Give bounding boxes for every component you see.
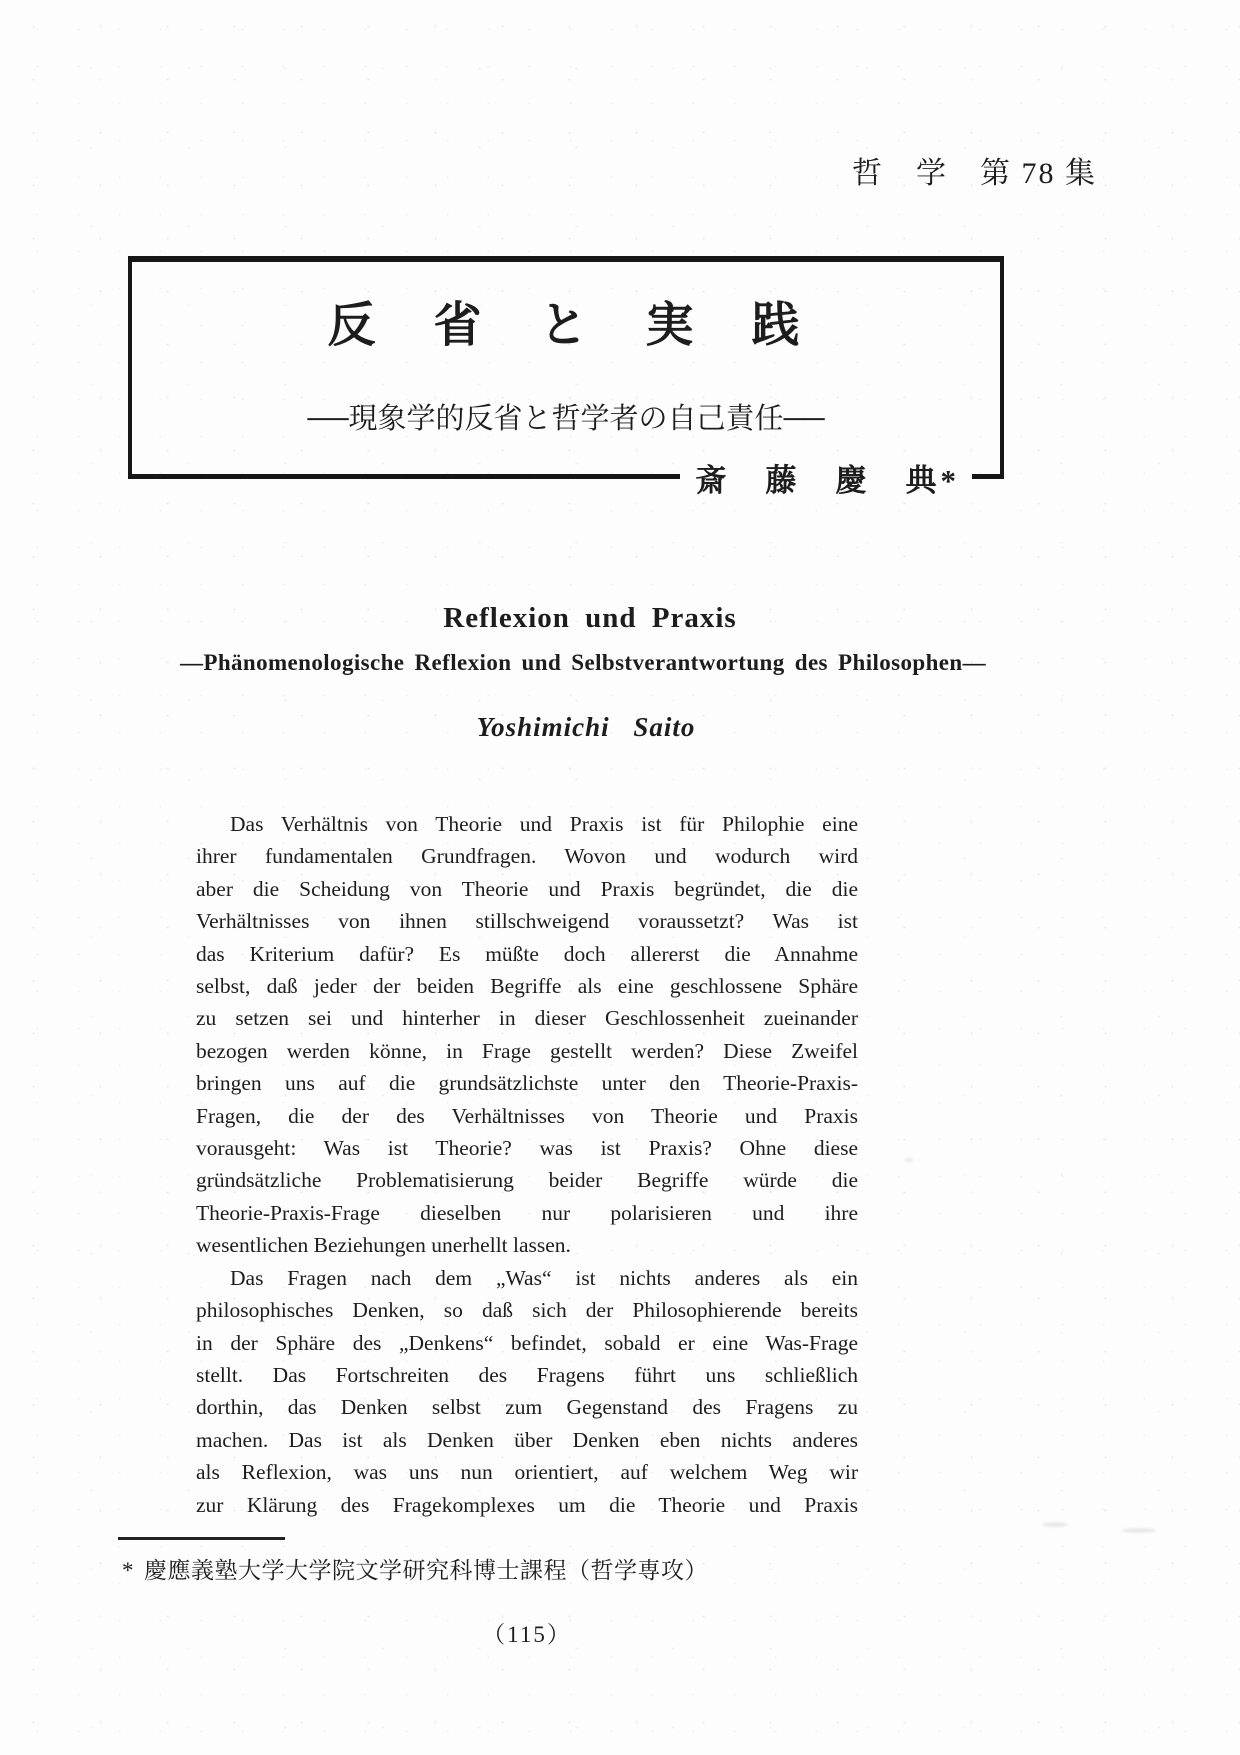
- paragraph: [196, 1262, 858, 1521]
- body-line: machen. Das ist als Denken über Denken eben nichts anderes: [196, 1427, 858, 1452]
- body-line: Das Fragen nach dem „Was“ ist nichts anderes als ein: [230, 1265, 858, 1290]
- scan-noise: [1122, 1528, 1156, 1533]
- article-title-japanese: 反 省 と 実 践: [327, 299, 805, 352]
- body-line: Verhältnisses von ihnen stillschweigend voraussetzt? Was ist: [196, 909, 858, 934]
- body-line: wesentlichen Beziehungen unerhellt lassen.: [196, 1233, 571, 1258]
- body-line: als Reflexion, was uns nun orientiert, auf welchem Weg wir: [196, 1460, 858, 1485]
- body-line: Theorie-Praxis-Frage dieselben nur polarisieren und ihre: [196, 1200, 858, 1225]
- body-line: in der Sphäre des „Denkens“ befindet, sobald er eine Was-Frage: [196, 1330, 858, 1355]
- body-line: dorthin, das Denken selbst zum Gegenstand des Fragens zu: [196, 1395, 858, 1420]
- body-line: stellt. Das Fortschreiten des Fragens führt uns schließlich: [196, 1362, 858, 1387]
- article-subtitle-japanese: ──現象学的反省と哲学者の自己責任──: [307, 403, 825, 435]
- article-title-german: Reflexion und Praxis: [443, 602, 737, 634]
- author-name-latin: Yoshimichi Saito: [476, 712, 696, 742]
- body-line: zur Klärung des Fragekomplexes um die Theorie und Praxis: [196, 1492, 858, 1517]
- body-text: [196, 808, 858, 1521]
- scan-noise: [905, 1158, 913, 1162]
- author-name-japanese: 斎 藤 慶 典*: [680, 455, 973, 500]
- body-line: ihrer fundamentalen Grundfragen. Wovon und wodurch wird: [196, 844, 858, 869]
- body-line: Das Verhältnis von Theorie und Praxis ist für Philophie eine: [230, 812, 858, 836]
- body-line: bezogen werden könne, in Frage gestellt werden? Diese Zweifel: [196, 1038, 858, 1063]
- footnote-marker: *: [122, 1558, 134, 1583]
- body-line: gründsätzliche Problematisierung beider Begriffe würde die: [196, 1168, 858, 1193]
- paragraph: [196, 808, 858, 1262]
- journal-volume-header: 哲 学 第 78 集: [852, 157, 1097, 190]
- body-line: Fragen, die der des Verhältnisses von Theorie und Praxis: [196, 1103, 858, 1128]
- body-line: das Kriterium dafür? Es müßte doch allererst die Annahme: [196, 941, 858, 966]
- footnote-text: 慶應義塾大学大学院文学研究科博士課程（哲学専攻）: [144, 1558, 708, 1583]
- article-subtitle-german: —Phänomenologische Reflexion und Selbstverantwortung des Philosophen—: [179, 650, 987, 675]
- body-line: aber die Scheidung von Theorie und Praxis begründet, die die: [196, 876, 858, 901]
- body-line: philosophisches Denken, so daß sich der Philosophierende bereits: [196, 1298, 858, 1323]
- footnote-divider: [118, 1537, 285, 1540]
- scan-noise: [1042, 1522, 1068, 1527]
- title-box: [128, 256, 1004, 499]
- body-line: selbst, daß jeder der beiden Begriffe als eine geschlossene Sphäre: [196, 974, 858, 999]
- body-line: zu setzen sei und hinterher in dieser Geschlossenheit zueinander: [196, 1006, 858, 1031]
- body-line: bringen uns auf die grundsätzlichste unter den Theorie-Praxis-: [196, 1071, 858, 1096]
- page-number: （115）: [482, 1622, 572, 1647]
- body-line: vorausgeht: Was ist Theorie? was ist Praxis? Ohne diese: [196, 1136, 858, 1161]
- footnote: [122, 1552, 708, 1585]
